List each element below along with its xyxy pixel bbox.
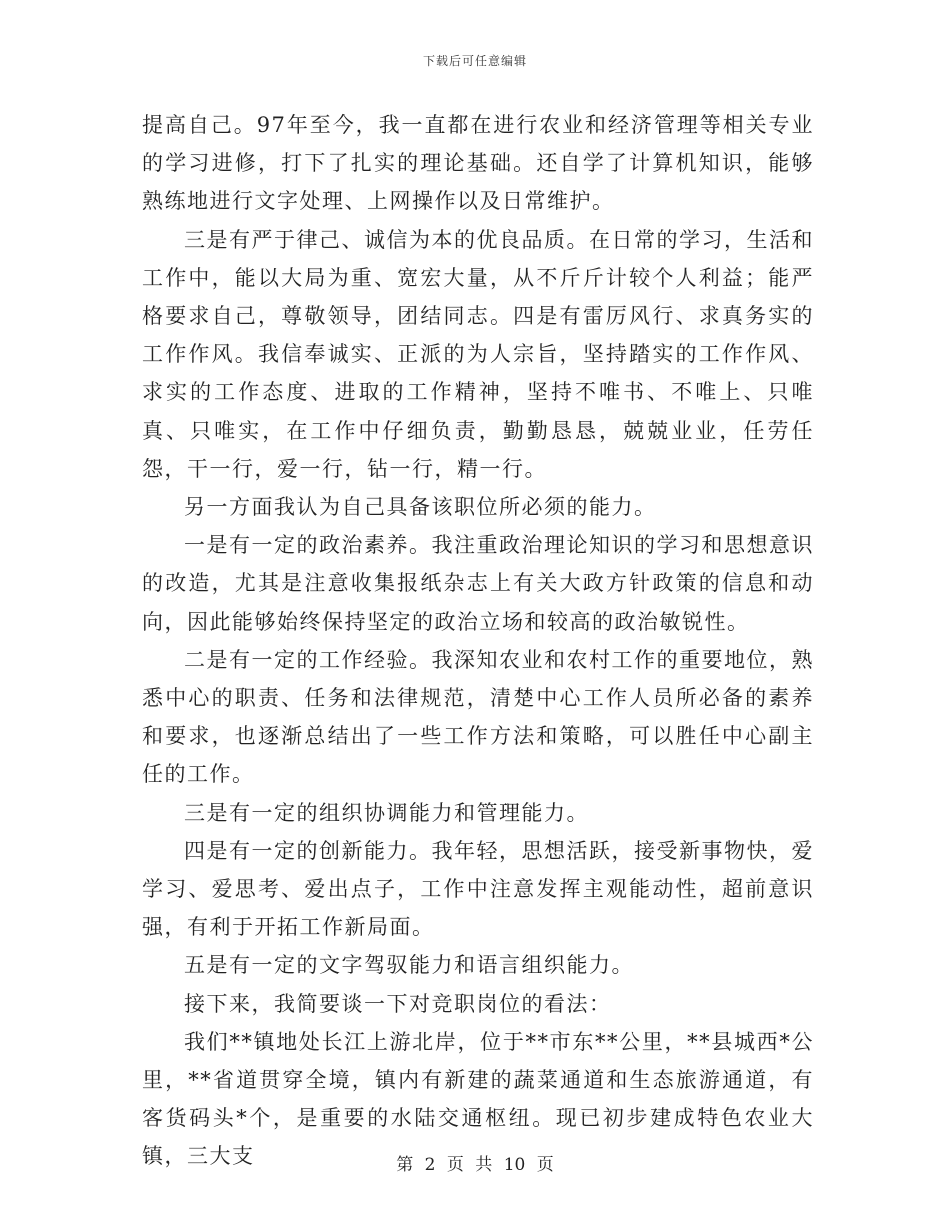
paragraph: 我们**镇地处长江上游北岸，位于**市东**公里，**县城西*公里，**省道贯穿全境，镇内有新建的蔬菜通道和生态旅游通道，有客货码头*个，是重要的水陆交通枢纽。现已初步建成特色农业大镇，三大支 [142,1029,814,1169]
page-header: 下载后可任意编辑 [422,54,527,68]
paragraph: 三是有一定的组织协调能力和管理能力。 [184,800,589,825]
paragraph: 五是有一定的文字驾驭能力和语言组织能力。 [184,953,634,978]
paragraph: 另一方面我认为自己具备该职位所必须的能力。 [184,495,657,520]
paragraph: 提高自己。97年至今，我一直都在进行农业和经济管理等相关专业的学习进修，打下了扎实的理论基础。还自学了计算机知识，能够熟练地进行文字处理、上网操作以及日常维护。 [142,113,814,214]
page-number: 第 2 页 共 10 页 [396,1155,554,1175]
paragraph: 接下来，我简要谈一下对竞职岗位的看法： [184,991,612,1016]
document-body [142,106,814,1176]
paragraph: 二是有一定的工作经验。我深知农业和农村工作的重要地位，熟悉中心的职责、任务和法律规范，清楚中心工作人员所必备的素养和要求，也逐渐总结出了一些工作方法和策略，可以胜任中心副主任的工作。 [142,647,814,787]
paragraph: 三是有严于律己、诚信为本的优良品质。在日常的学习，生活和工作中，能以大局为重、宽宏大量，从不斤斤计较个人利益；能严格要求自己，尊敬领导，团结同志。四是有雷厉风行、求真务实的工作作风。我信奉诚实、正派的为人宗旨，坚持踏实的工作作风、求实的工作态度、进取的工作精神，坚持不唯书、不唯上、只唯真、只唯实，在工作中仔细负责，勤勤恳恳，兢兢业业，任劳任怨，干一行，爱一行，钻一行，精一行。 [142,227,814,481]
paragraph: 一是有一定的政治素养。我注重政治理论知识的学习和思想意识的改造，尤其是注意收集报纸杂志上有关大政方针政策的信息和动向，因此能够始终保持坚定的政治立场和较高的政治敏锐性。 [142,533,814,634]
paragraph: 四是有一定的创新能力。我年轻，思想活跃，接受新事物快，爱学习、爱思考、爱出点子，工作中注意发挥主观能动性，超前意识强，有利于开拓工作新局面。 [142,838,814,940]
